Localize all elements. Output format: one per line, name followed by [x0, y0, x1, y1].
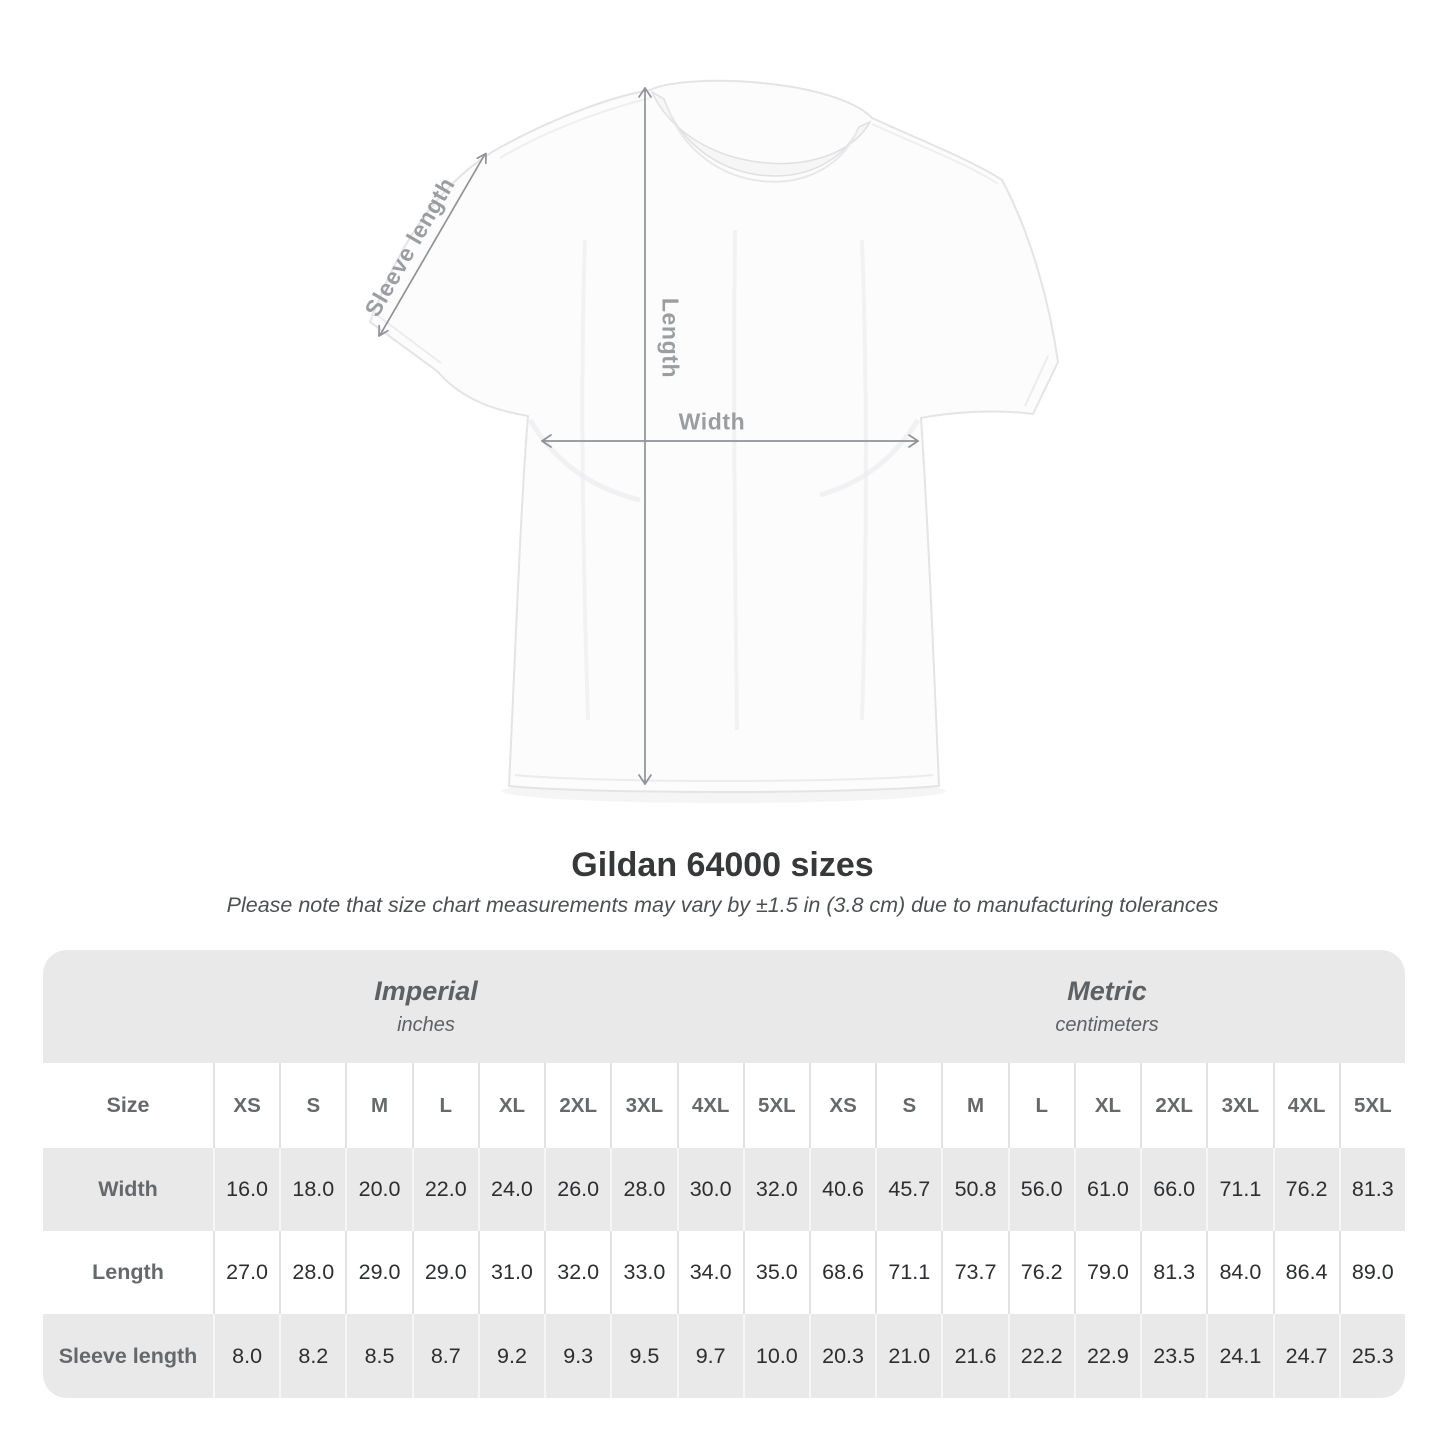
- size-header-cell: M: [941, 1063, 1007, 1148]
- value-cell: 68.6: [809, 1231, 875, 1314]
- size-header-cell: L: [1008, 1063, 1074, 1148]
- page-title: Gildan 64000 sizes: [571, 846, 874, 884]
- tshirt-body: [370, 81, 1058, 792]
- size-header-cell: S: [875, 1063, 941, 1148]
- value-cell: 28.0: [279, 1231, 345, 1314]
- value-cell: 40.6: [809, 1148, 875, 1231]
- size-header-cell: XS: [809, 1063, 875, 1148]
- size-header-cell: M: [345, 1063, 411, 1148]
- value-cell: 16.0: [213, 1148, 279, 1231]
- size-header-cell: 2XL: [544, 1063, 610, 1148]
- imperial-header: [43, 950, 809, 1063]
- value-cell: 32.0: [743, 1148, 809, 1231]
- metric-title: Metric: [1067, 976, 1147, 1006]
- value-cell: 26.0: [544, 1148, 610, 1231]
- value-cell: 33.0: [610, 1231, 676, 1314]
- row-label: Sleeve length: [58, 1343, 198, 1368]
- value-cell: 8.2: [279, 1314, 345, 1398]
- value-cell: 29.0: [345, 1231, 411, 1314]
- value-cell: 10.0: [743, 1314, 809, 1398]
- value-cell: 79.0: [1074, 1231, 1140, 1314]
- value-cell: 8.5: [345, 1314, 411, 1398]
- size-header-cell: 5XL: [1339, 1063, 1405, 1148]
- value-cell: 18.0: [279, 1148, 345, 1231]
- value-cell: 23.5: [1140, 1314, 1206, 1398]
- value-cell: 71.1: [875, 1231, 941, 1314]
- value-cell: 34.0: [677, 1231, 743, 1314]
- size-header-cell: 5XL: [743, 1063, 809, 1148]
- size-header-cell: 3XL: [610, 1063, 676, 1148]
- table-row: [43, 1314, 1405, 1398]
- value-cell: 81.3: [1140, 1231, 1206, 1314]
- sleeve-length-measure-label: Sleeve length: [359, 172, 460, 321]
- value-cell: 76.2: [1273, 1148, 1339, 1231]
- value-cell: 24.0: [478, 1148, 544, 1231]
- value-cell: 22.0: [412, 1148, 478, 1231]
- units-header-row: [43, 950, 1405, 1063]
- row-label: Length: [92, 1260, 164, 1284]
- value-cell: 61.0: [1074, 1148, 1140, 1231]
- value-cell: 22.2: [1008, 1314, 1074, 1398]
- imperial-subtitle: inches: [397, 1014, 455, 1036]
- value-cell: 24.7: [1273, 1314, 1339, 1398]
- value-cell: 32.0: [544, 1231, 610, 1314]
- value-cell: 31.0: [478, 1231, 544, 1314]
- row-label: Width: [98, 1177, 158, 1201]
- value-cell: 30.0: [677, 1148, 743, 1231]
- value-cell: 89.0: [1339, 1231, 1405, 1314]
- size-chart-table: [43, 950, 1405, 1398]
- size-header-cell: 2XL: [1140, 1063, 1206, 1148]
- value-cell: 9.3: [544, 1314, 610, 1398]
- size-header-cell: L: [412, 1063, 478, 1148]
- size-column-header: Size: [106, 1093, 150, 1117]
- value-cell: 24.1: [1206, 1314, 1272, 1398]
- size-header-row: [43, 1063, 1405, 1148]
- imperial-title: Imperial: [374, 976, 478, 1006]
- value-cell: 84.0: [1206, 1231, 1272, 1314]
- value-cell: 86.4: [1273, 1231, 1339, 1314]
- value-cell: 27.0: [213, 1231, 279, 1314]
- value-cell: 21.0: [875, 1314, 941, 1398]
- value-cell: 9.7: [677, 1314, 743, 1398]
- value-cell: 29.0: [412, 1231, 478, 1314]
- size-header-cell: 4XL: [1273, 1063, 1339, 1148]
- value-cell: 21.6: [941, 1314, 1007, 1398]
- value-cell: 28.0: [610, 1148, 676, 1231]
- value-cell: 8.0: [213, 1314, 279, 1398]
- value-cell: 8.7: [412, 1314, 478, 1398]
- table-row: [43, 1231, 1405, 1314]
- size-header-cell: 3XL: [1206, 1063, 1272, 1148]
- value-cell: 66.0: [1140, 1148, 1206, 1231]
- metric-header: [809, 950, 1405, 1063]
- length-measure-label: Length: [657, 297, 684, 379]
- value-cell: 56.0: [1008, 1148, 1074, 1231]
- value-cell: 71.1: [1206, 1148, 1272, 1231]
- size-header-cell: XL: [478, 1063, 544, 1148]
- size-header-cell: S: [279, 1063, 345, 1148]
- value-cell: 25.3: [1339, 1314, 1405, 1398]
- value-cell: 22.9: [1074, 1314, 1140, 1398]
- value-cell: 9.2: [478, 1314, 544, 1398]
- value-cell: 50.8: [941, 1148, 1007, 1231]
- value-cell: 20.3: [809, 1314, 875, 1398]
- value-cell: 81.3: [1339, 1148, 1405, 1231]
- value-cell: 45.7: [875, 1148, 941, 1231]
- value-cell: 35.0: [743, 1231, 809, 1314]
- metric-subtitle: centimeters: [1055, 1014, 1159, 1036]
- value-cell: 76.2: [1008, 1231, 1074, 1314]
- value-cell: 20.0: [345, 1148, 411, 1231]
- width-measure-label: Width: [678, 408, 746, 435]
- size-header-cell: 4XL: [677, 1063, 743, 1148]
- table-row: [43, 1148, 1405, 1231]
- value-cell: 9.5: [610, 1314, 676, 1398]
- size-header-cell: XL: [1074, 1063, 1140, 1148]
- tolerance-note: Please note that size chart measurements may vary by ±1.5 in (3.8 cm) due to manufacturing tolerances: [226, 893, 1219, 917]
- value-cell: 73.7: [941, 1231, 1007, 1314]
- size-header-cell: XS: [213, 1063, 279, 1148]
